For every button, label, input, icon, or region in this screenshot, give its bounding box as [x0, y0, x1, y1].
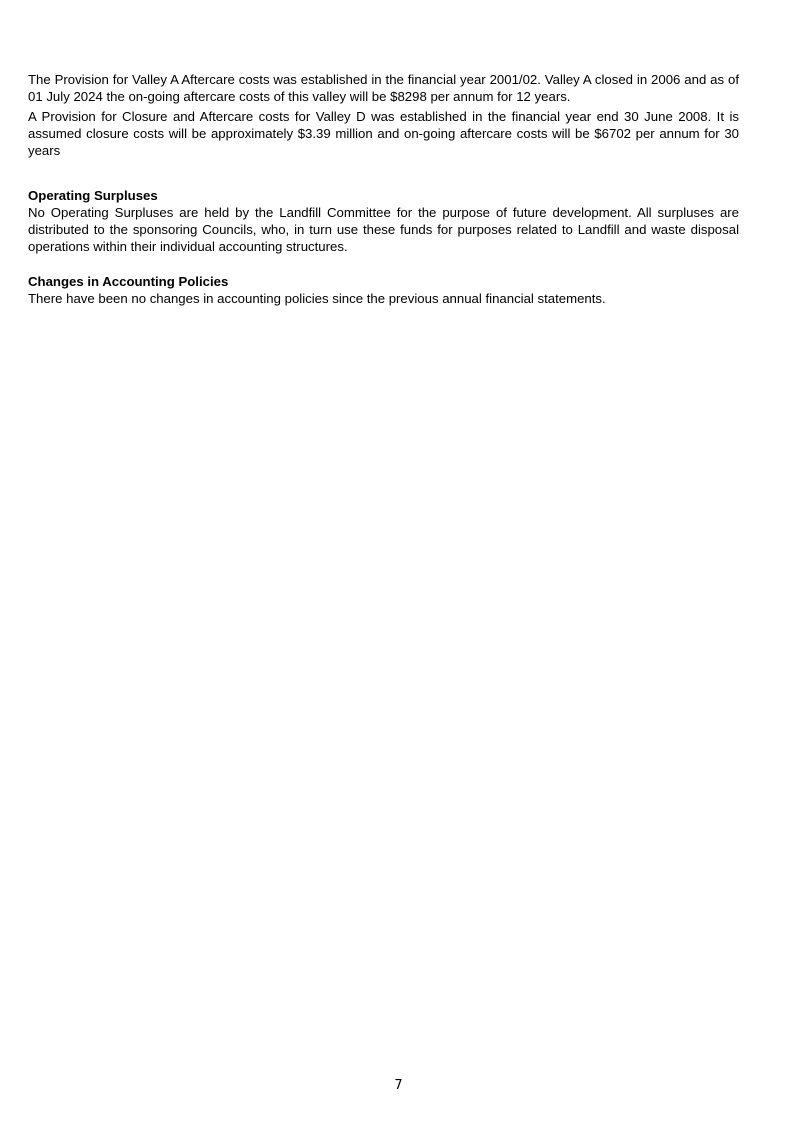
operating-surpluses-heading: Operating Surpluses — [28, 188, 158, 203]
accounting-policies-text: There have been no changes in accounting policies since the previous annual financial statements. — [28, 291, 606, 306]
valley-d-provision-paragraph: A Provision for Closure and Aftercare costs for Valley D was established in the financial year end 30 June 2008. It is assumed closure costs will be approximately $3.39 million and on-going aftercare costs will be $6702 per annum for 30 years — [28, 109, 739, 158]
page-number: 7 — [394, 1078, 403, 1093]
operating-surpluses-section — [28, 187, 739, 255]
valley-a-provision-paragraph: The Provision for Valley A Aftercare costs was established in the financial year 2001/02. Valley A closed in 2006 and as of 01 July 2024 the on-going aftercare costs of this valley will be $8298 per annum for 12 years. — [28, 72, 739, 104]
accounting-policies-section — [28, 273, 739, 307]
accounting-policies-heading: Changes in Accounting Policies — [28, 274, 229, 289]
document-body — [28, 71, 739, 307]
operating-surpluses-text: No Operating Surpluses are held by the Landfill Committee for the purpose of future development. All surpluses are distributed to the sponsoring Councils, who, in turn use these funds for purposes related to Landfill and waste disposal operations within their individual accounting structures. — [28, 205, 739, 254]
